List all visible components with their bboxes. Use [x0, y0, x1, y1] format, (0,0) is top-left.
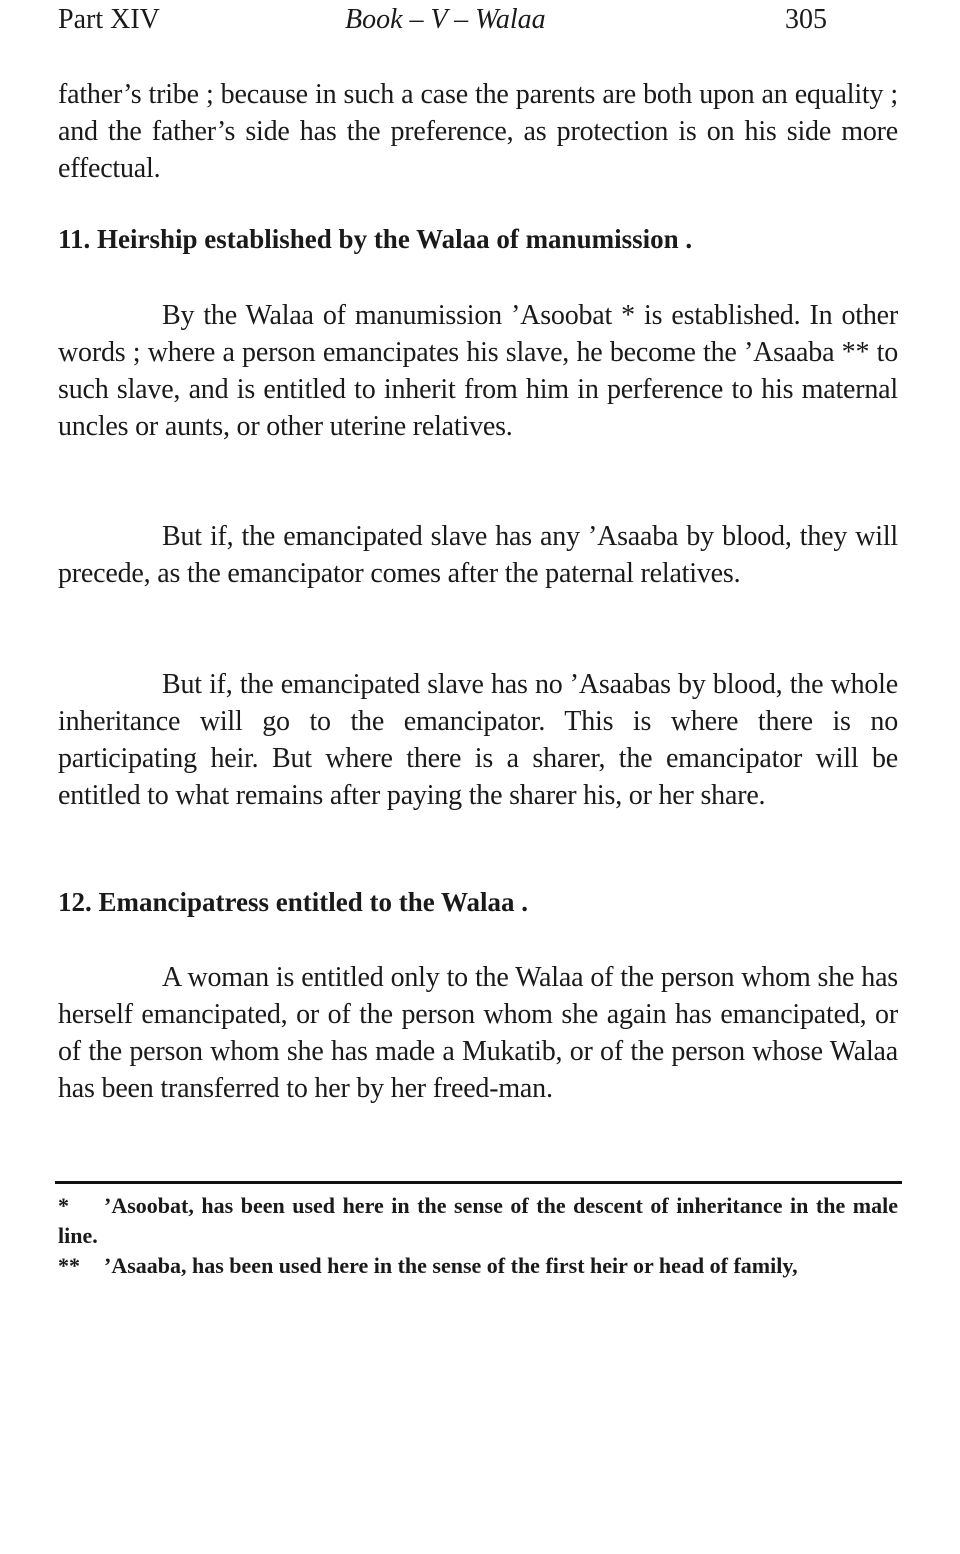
paragraph: But if, the emancipated slave has any ’Asaaba by blood, they will precede, as the emancipator comes after the paternal relatives. — [58, 521, 898, 589]
paragraph: A woman is entitled only to the Walaa of the person whom she has herself emancipated, or of the person whom she again has emancipated, or of the person whom she has made a Mukatib, or of the person whose Walaa has been transferred to her by her freed-man. — [58, 962, 898, 1104]
running-header — [58, 4, 838, 40]
footnote-divider — [55, 1181, 902, 1184]
footnote-text: ’Asaaba, has been used here in the sense of the first heir or head of family, — [104, 1253, 798, 1278]
paragraph: But if, the emancipated slave has no ’Asaabas by blood, the whole inheritance will go to the emancipator. This is where there is no participating heir. But where there is a sharer, the emancipator will be entitled to what remains after paying the sharer his, or her share. — [58, 669, 898, 811]
part-label: Part XIV — [58, 4, 160, 35]
footnote — [58, 1251, 898, 1281]
footnote-marker: * — [58, 1193, 69, 1218]
section-11-heading: 11. Heirship established by the Walaa of manumission . — [58, 224, 693, 254]
footnote — [58, 1191, 898, 1251]
footnote-marker: ** — [58, 1253, 80, 1278]
footnote-text: ’Asoobat, has been used here in the sense of the descent of inheritance in the male line. — [58, 1193, 898, 1248]
book-title: Book – V – Walaa — [345, 4, 546, 35]
paragraph: By the Walaa of manumission ’Asoobat * is established. In other words ; where a person emancipates his slave, he become the ’Asaaba ** to such slave, and is entitled to inherit from him in perference to his maternal uncles or aunts, or other uterine relatives. — [58, 300, 898, 442]
continuation-paragraph: father’s tribe ; because in such a case the parents are both upon an equality ; and the father’s side has the preference, as protection is on his side more effectual. — [58, 79, 898, 184]
section-12-heading: 12. Emancipatress entitled to the Walaa . — [58, 887, 528, 917]
page-number: 305 — [785, 4, 827, 35]
